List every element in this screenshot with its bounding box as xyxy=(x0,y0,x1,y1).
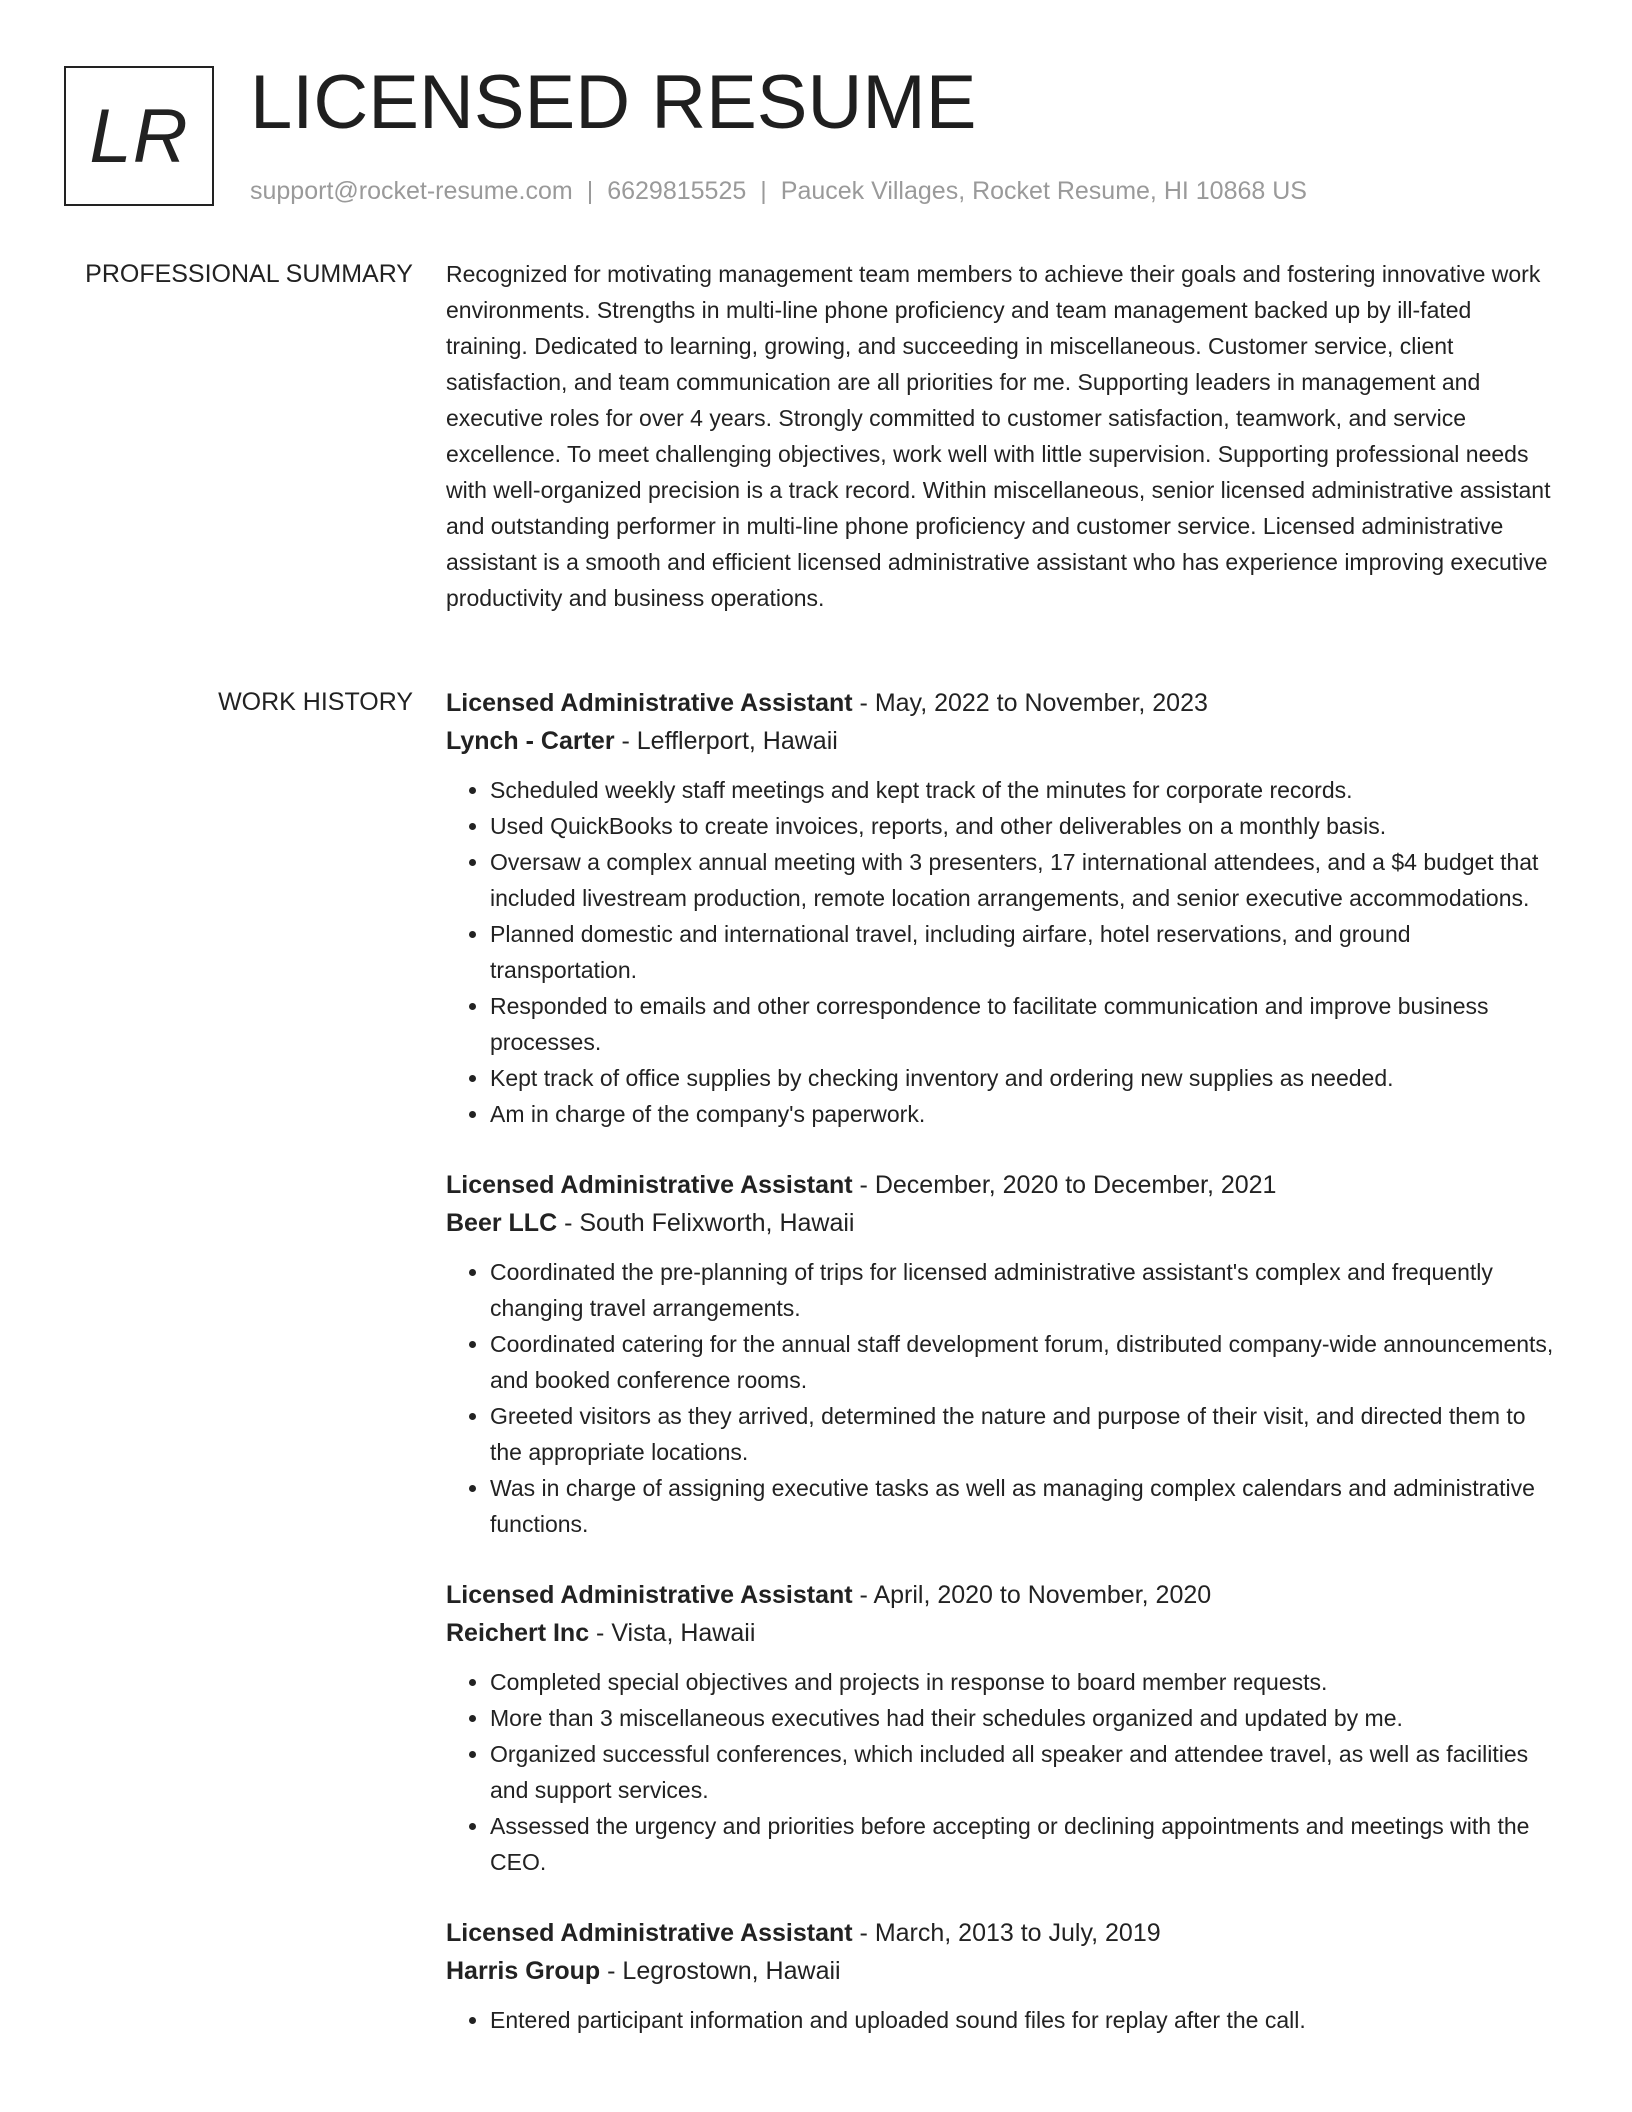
contact-line xyxy=(250,176,1307,206)
job-title: Licensed Administrative Assistant xyxy=(446,1171,853,1199)
job-bullet: • Responded to emails and other correspondence to facilitate communication and improve business processes. xyxy=(490,988,1554,1060)
work-history-list xyxy=(446,684,1554,2072)
job-title-line xyxy=(446,1576,1554,1614)
job-bullets xyxy=(446,772,1554,1132)
job-bullets xyxy=(446,2002,1554,2038)
job-company-line xyxy=(446,1614,1554,1652)
summary-text: Recognized for motivating management team members to achieve their goals and fostering innovative work environments. Strengths in multi-line phone proficiency and team management backed up by ill-fated training. Dedicated to learning, growing, and succeeding in miscellaneous. Customer service, client satisfaction, and team communication are all priorities for me. Supporting leaders in management and executive roles for over 4 years. Strongly committed to customer satisfaction, teamwork, and service excellence. To meet challenging objectives, work well with little supervision. Supporting professional needs with well-organized precision is a track record. Within miscellaneous, senior licensed administrative assistant and outstanding performer in multi-line phone proficiency and customer service. Licensed administrative assistant is a smooth and efficient licensed administrative assistant who has experience improving executive productivity and business operations. xyxy=(446,261,1551,611)
job-entry xyxy=(446,1166,1554,1542)
job-location: - Lefflerport, Hawaii xyxy=(614,727,838,755)
job-bullet: • Was in charge of assigning executive tasks as well as managing complex calendars and administrative functions. xyxy=(490,1470,1554,1542)
job-bullet: • Am in charge of the company's paperwork. xyxy=(490,1096,1554,1132)
contact-separator: | xyxy=(586,177,594,205)
job-bullet: • Oversaw a complex annual meeting with 3 presenters, 17 international attendees, and a $4 budget that included livestream production, remote location arrangements, and senior executive accommodations. xyxy=(490,844,1554,916)
contact-email: support@rocket-resume.com xyxy=(250,177,573,205)
job-bullets xyxy=(446,1664,1554,1880)
summary-body xyxy=(446,256,1554,616)
contact-phone: 6629815525 xyxy=(607,177,747,205)
contact-separator: | xyxy=(760,177,767,205)
job-company: Beer LLC xyxy=(446,1209,558,1237)
job-title: Licensed Administrative Assistant xyxy=(446,1581,853,1609)
job-bullets xyxy=(446,1254,1554,1542)
section-label-summary: PROFESSIONAL SUMMARY xyxy=(85,260,413,288)
job-dates: - April, 2020 to November, 2020 xyxy=(852,1581,1212,1609)
job-company-line xyxy=(446,1952,1554,1990)
job-entry xyxy=(446,684,1554,1132)
job-bullet: • More than 3 miscellaneous executives had their schedules organized and updated by me. xyxy=(490,1700,1554,1736)
job-title-line xyxy=(446,684,1554,722)
job-entry xyxy=(446,1576,1554,1880)
job-company-line xyxy=(446,1204,1554,1242)
section-label-work: WORK HISTORY xyxy=(218,688,413,716)
job-title: Licensed Administrative Assistant xyxy=(446,689,853,717)
candidate-name: LICENSED RESUME xyxy=(250,60,977,145)
job-bullet: • Used QuickBooks to create invoices, reports, and other deliverables on a monthly basis. xyxy=(490,808,1554,844)
job-company: Lynch - Carter xyxy=(446,727,615,755)
job-title: Licensed Administrative Assistant xyxy=(446,1919,853,1947)
job-title-line xyxy=(446,1914,1554,1952)
job-company: Reichert Inc xyxy=(446,1619,590,1647)
job-bullet: • Entered participant information and uploaded sound files for replay after the call. xyxy=(490,2002,1554,2038)
monogram-initials: LR xyxy=(89,93,189,179)
job-bullet: • Coordinated the pre-planning of trips for licensed administrative assistant's complex and frequently changing travel arrangements. xyxy=(490,1254,1554,1326)
job-dates: - March, 2013 to July, 2019 xyxy=(852,1919,1161,1947)
job-bullet: • Greeted visitors as they arrived, determined the nature and purpose of their visit, and directed them to the appropriate locations. xyxy=(490,1398,1554,1470)
job-bullet: • Organized successful conferences, which included all speaker and attendee travel, as well as facilities and support services. xyxy=(490,1736,1554,1808)
job-bullet: • Assessed the urgency and priorities before accepting or declining appointments and meetings with the CEO. xyxy=(490,1808,1554,1880)
contact-address: Paucek Villages, Rocket Resume, HI 10868 US xyxy=(780,177,1307,205)
job-dates: - December, 2020 to December, 2021 xyxy=(852,1171,1277,1199)
job-company: Harris Group xyxy=(446,1957,601,1985)
job-bullet: • Scheduled weekly staff meetings and kept track of the minutes for corporate records. xyxy=(490,772,1554,808)
job-bullet: • Completed special objectives and projects in response to board member requests. xyxy=(490,1664,1554,1700)
job-dates: - May, 2022 to November, 2023 xyxy=(852,689,1208,717)
job-bullet: • Coordinated catering for the annual staff development forum, distributed company-wide announcements, and booked conference rooms. xyxy=(490,1326,1554,1398)
job-location: - Vista, Hawaii xyxy=(589,1619,756,1647)
job-bullet: • Planned domestic and international travel, including airfare, hotel reservations, and ground transportation. xyxy=(490,916,1554,988)
job-title-line xyxy=(446,1166,1554,1204)
job-bullet: • Kept track of office supplies by checking inventory and ordering new supplies as needed. xyxy=(490,1060,1554,1096)
job-entry xyxy=(446,1914,1554,2038)
monogram-box xyxy=(64,66,214,206)
job-company-line xyxy=(446,722,1554,760)
job-location: - South Felixworth, Hawaii xyxy=(557,1209,855,1237)
job-location: - Legrostown, Hawaii xyxy=(600,1957,841,1985)
